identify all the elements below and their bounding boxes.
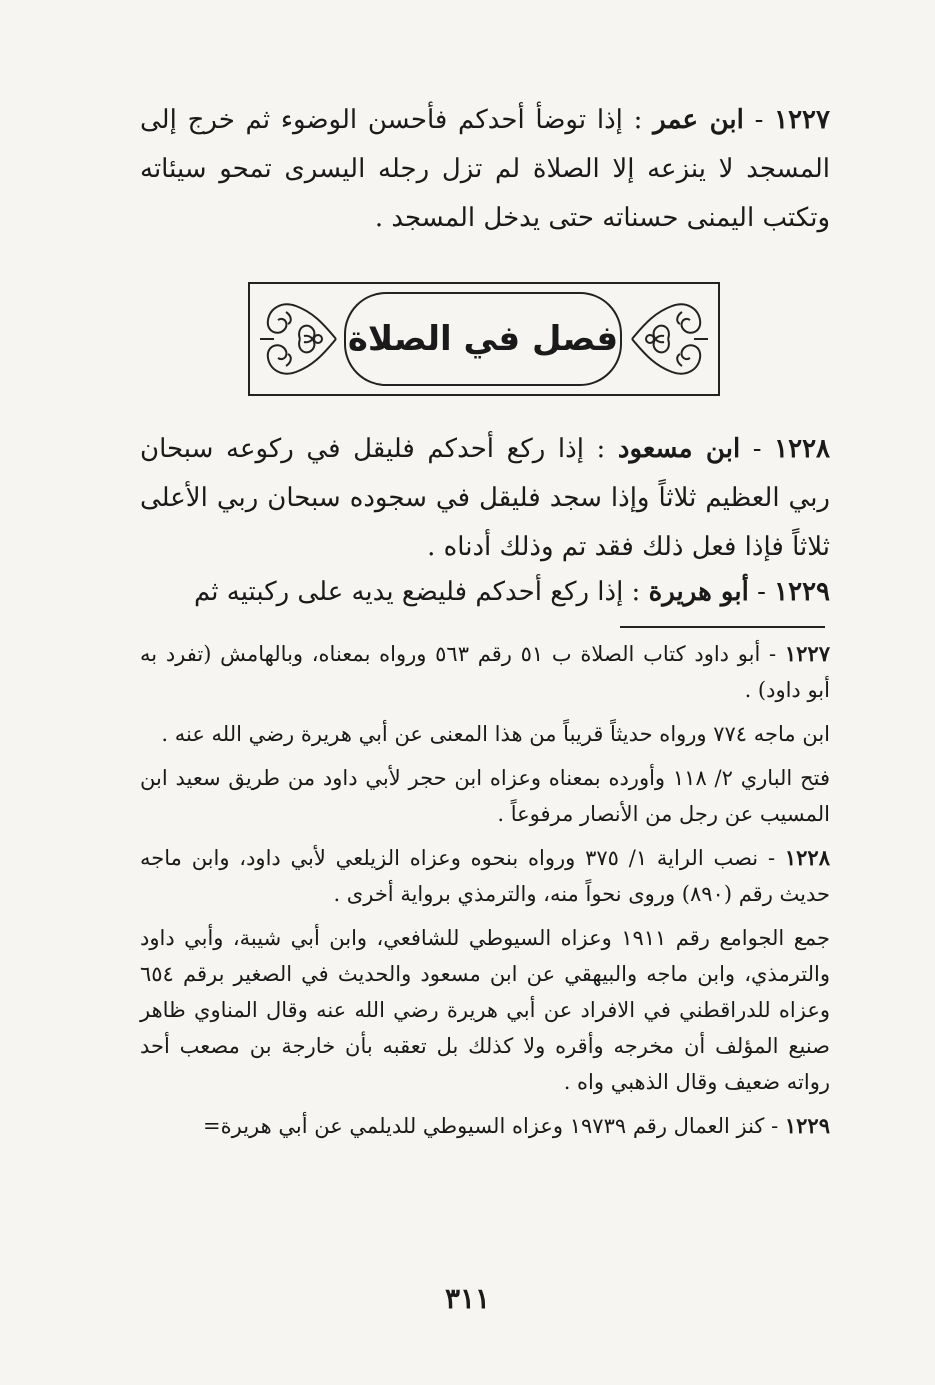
hadith-1227 bbox=[140, 96, 830, 243]
hadith-text: إذا ركع أحدكم فليقل في ركوعه سبحان ربي العظيم ثلاثاً وإذا سجد فليقل في سجوده سبحان ربي الأعلى ثلاثاً فإذا فعل ذلك فقد تم وذلك أدناه . bbox=[140, 434, 830, 562]
footnote-divider bbox=[620, 626, 825, 628]
hadith-number: ١٢٢٧ bbox=[774, 105, 830, 135]
section-title: فصل في الصلاة bbox=[347, 319, 619, 359]
section-heading-frame bbox=[248, 282, 720, 396]
page-number: ٣١١ bbox=[444, 1282, 491, 1315]
hadith-narrator: ابن مسعود bbox=[617, 434, 741, 464]
hadith-paragraph: ١٢٢٩ - أبو هريرة : إذا ركع أحدكم فليضع يديه على ركبتيه ثم bbox=[193, 577, 830, 607]
section-heading-cartouche bbox=[344, 292, 622, 386]
hadith-text: إذا ركع أحدكم فليضع يديه على ركبتيه ثم bbox=[193, 577, 624, 607]
footnote-number: ١٢٢٨ bbox=[784, 845, 830, 870]
arabesque-ornament-icon bbox=[626, 292, 712, 386]
footnote-number: ١٢٢٧ bbox=[784, 641, 830, 666]
footnote bbox=[140, 920, 830, 1100]
hadith-text: إذا توضأ أحدكم فأحسن الوضوء ثم خرج إلى المسجد لا ينزعه إلا الصلاة لم تزل رجله اليسرى تمحو سيئاته وتكتب اليمنى حسناته حتى يدخل المسجد . bbox=[140, 105, 830, 233]
footnote-text: كنز العمال رقم ١٩٧٣٩ وعزاه السيوطي للديلمي عن أبي هريرة= bbox=[203, 1114, 765, 1138]
footnote-text: ابن ماجه ٧٧٤ ورواه حديثاً قريباً من هذا المعنى عن أبي هريرة رضي الله عنه . bbox=[161, 722, 830, 746]
hadith-number: ١٢٢٨ bbox=[774, 434, 830, 464]
footnote bbox=[140, 760, 830, 832]
hadith-1228 bbox=[140, 425, 830, 572]
footnote bbox=[140, 716, 830, 752]
footnote-text: أبو داود كتاب الصلاة ب ٥١ رقم ٥٦٣ ورواه بمعناه، وبالهامش (تفرد به أبو داود) . bbox=[140, 642, 830, 702]
footnote: ١٢٢٨ - نصب الراية ١/ ٣٧٥ ورواه بنحوه وعزاه الزيلعي لأبي داود، وابن ماجه حديث رقم (٨٩٠) وروى نحواً منه، والترمذي برواية أخرى . bbox=[140, 845, 830, 906]
hadith-paragraph: ١٢٢٧ - ابن عمر : إذا توضأ أحدكم فأحسن الوضوء ثم خرج إلى المسجد لا ينزعه إلا الصلاة لم تزل رجله اليسرى تمحو سيئاته وتكتب اليمنى حسناته حتى يدخل المسجد . bbox=[140, 105, 830, 233]
hadith-number: ١٢٢٩ bbox=[774, 577, 830, 607]
arabesque-ornament-icon bbox=[256, 292, 342, 386]
footnote-number: ١٢٢٩ bbox=[784, 1113, 830, 1138]
hadith-paragraph: ١٢٢٨ - ابن مسعود : إذا ركع أحدكم فليقل في ركوعه سبحان ربي العظيم ثلاثاً وإذا سجد فليقل في سجوده سبحان ربي الأعلى ثلاثاً فإذا فعل ذلك فقد تم وذلك أدناه . bbox=[140, 434, 830, 562]
hadith-narrator: ابن عمر bbox=[653, 105, 744, 135]
footnote: ١٢٢٧ - أبو داود كتاب الصلاة ب ٥١ رقم ٥٦٣ ورواه بمعناه، وبالهامش (تفرد به أبو داود) . bbox=[140, 641, 830, 702]
hadith-narrator: أبو هريرة bbox=[648, 577, 749, 607]
footnote-text: جمع الجوامع رقم ١٩١١ وعزاه السيوطي للشافعي، وابن أبي شيبة، وأبي داود والترمذي، وابن ماجه والبيهقي عن ابن مسعود والحديث في الصغير برقم ٦٥٤ وعزاه للدراقطني في الافراد عن أبي هريرة رضي الله عنه وقال المناوي ظاهر صنيع المؤلف أن مخرجه وأقره ولا كذلك بل تعقبه بأن خارجة بن مصعب أحد رواته ضعيف وقال الذهبي واه . bbox=[140, 926, 830, 1094]
footnotes bbox=[140, 636, 830, 1152]
footnote: ١٢٢٩ - كنز العمال رقم ١٩٧٣٩ وعزاه السيوطي للديلمي عن أبي هريرة= bbox=[203, 1113, 830, 1138]
hadith-1229 bbox=[140, 568, 830, 617]
footnote-text: نصب الراية ١/ ٣٧٥ ورواه بنحوه وعزاه الزيلعي لأبي داود، وابن ماجه حديث رقم (٨٩٠) وروى نحواً منه، والترمذي برواية أخرى . bbox=[140, 846, 830, 906]
footnote-text: فتح الباري ٢/ ١١٨ وأورده بمعناه وعزاه ابن حجر لأبي داود من طريق سعيد ابن المسيب عن رجل من الأنصار مرفوعاً . bbox=[140, 766, 830, 826]
